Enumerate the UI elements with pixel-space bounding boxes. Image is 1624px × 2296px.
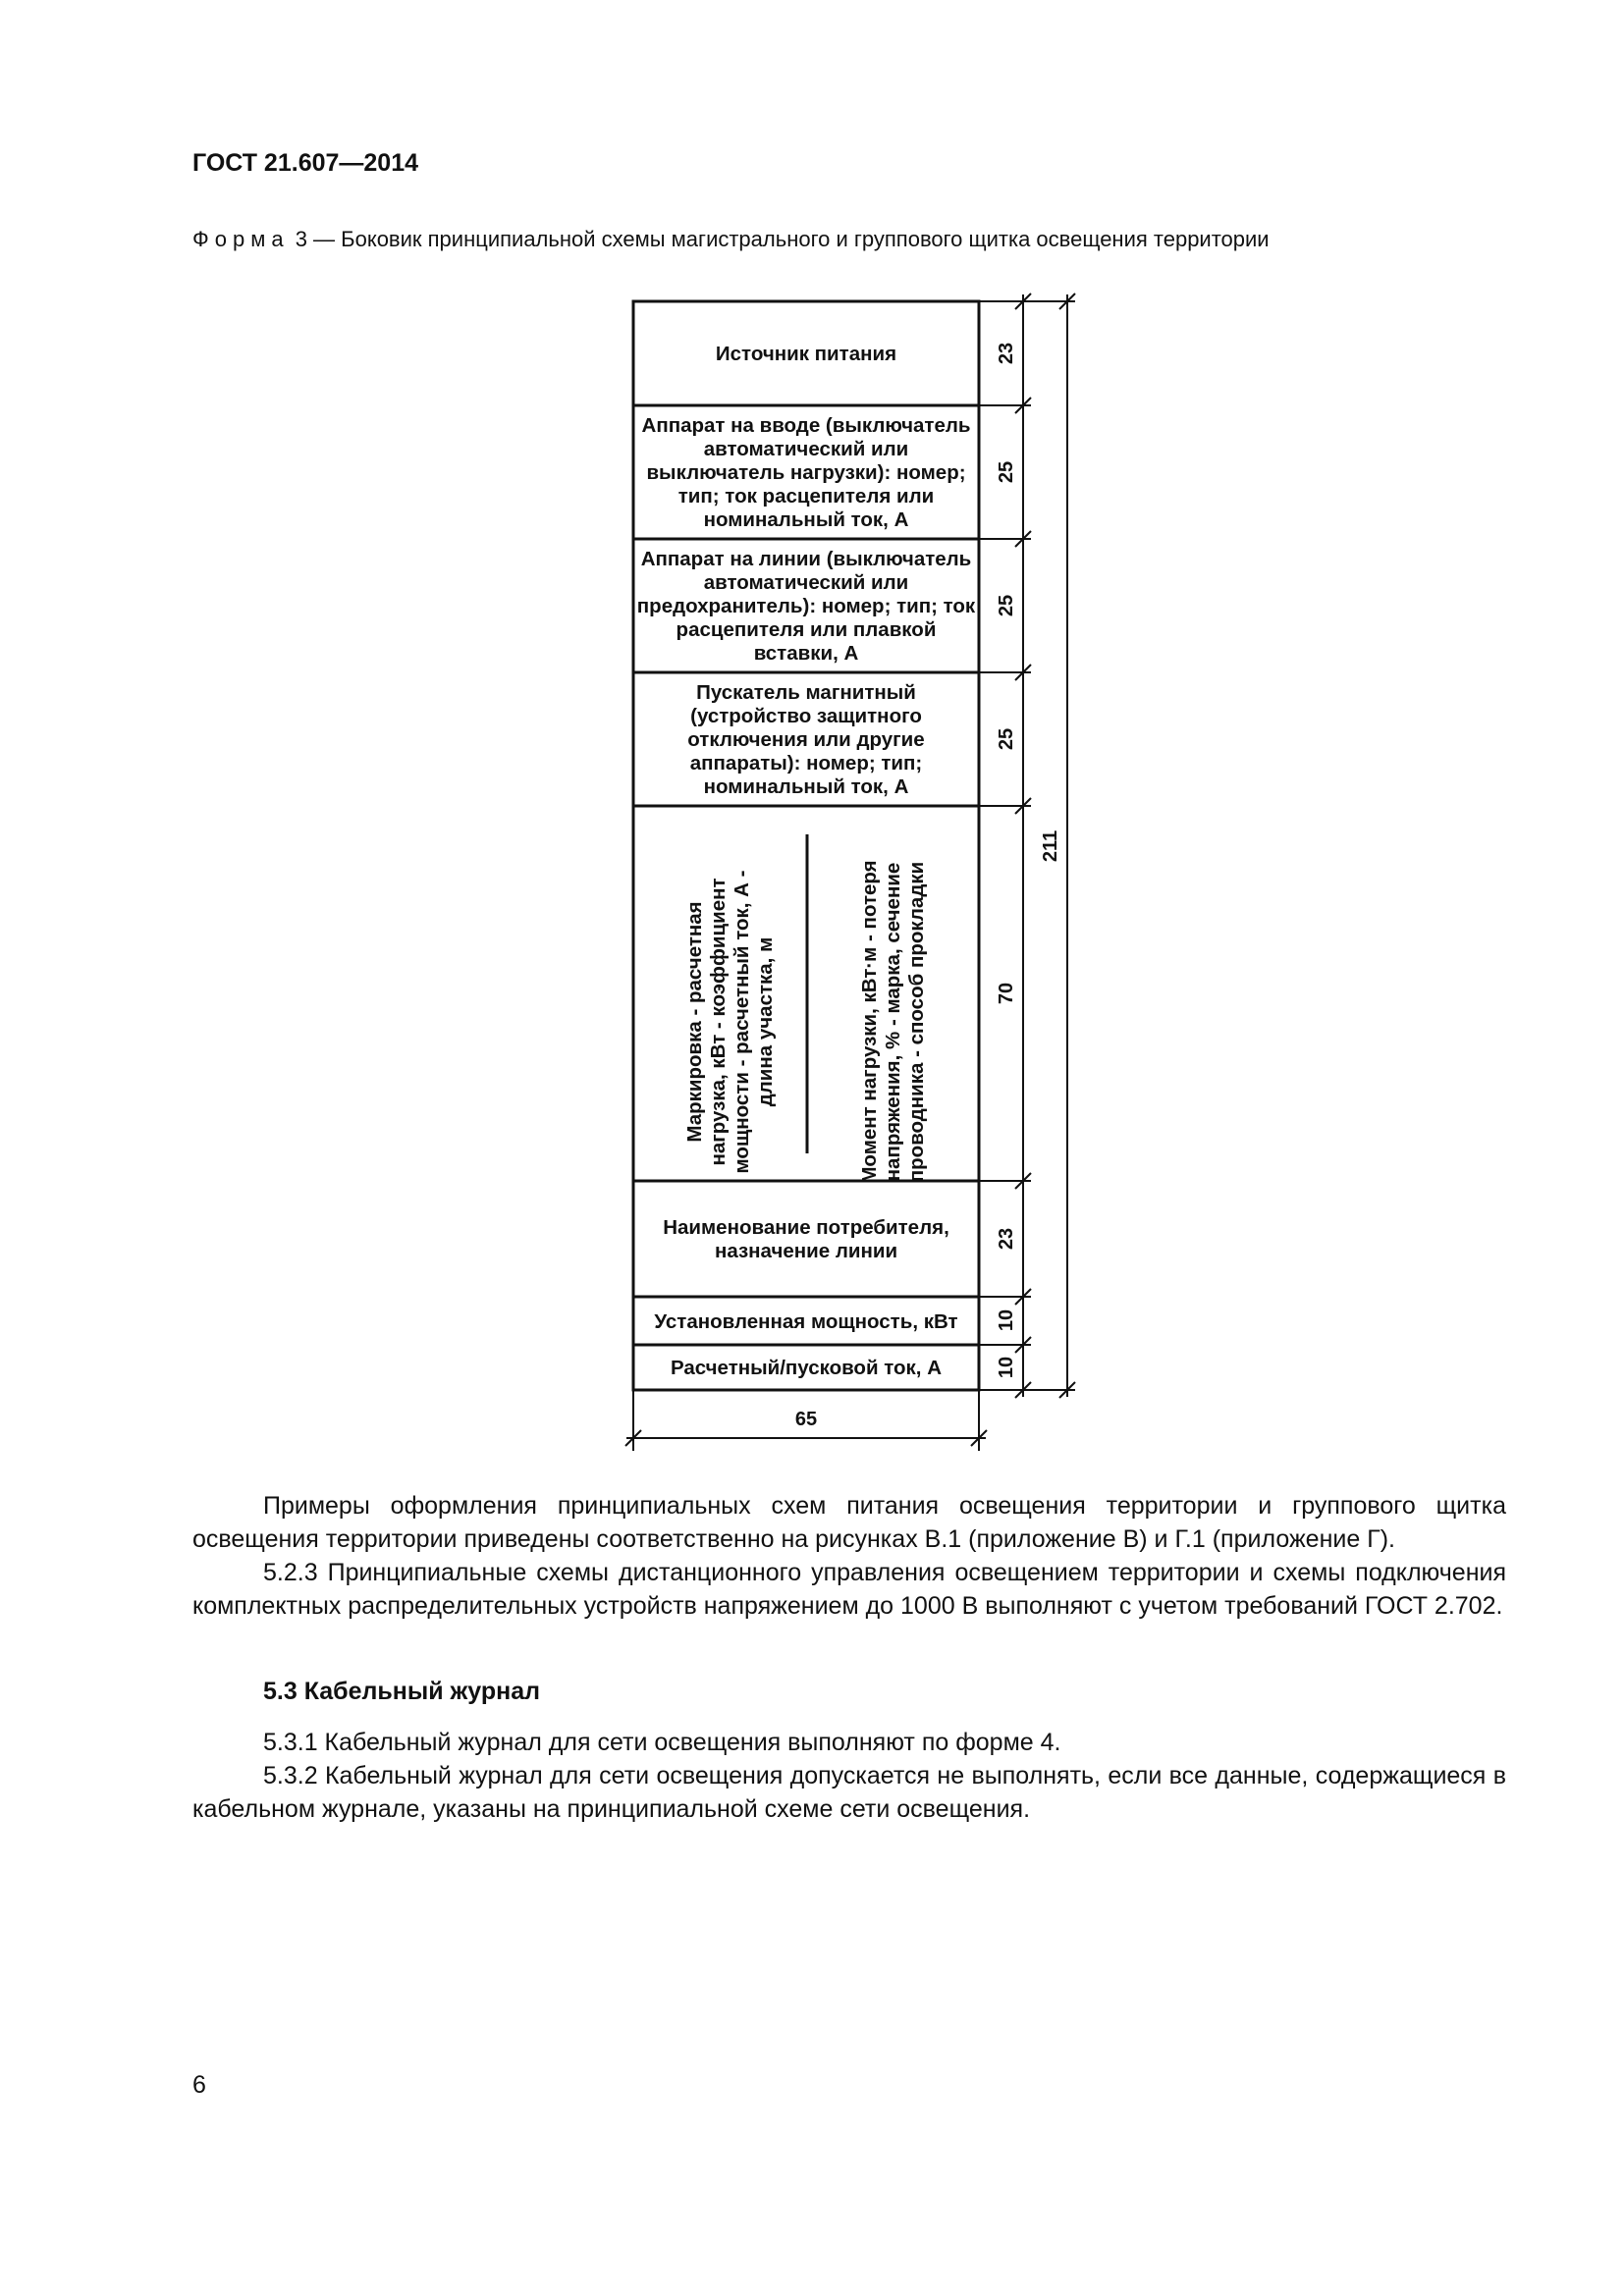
dimension-value: 70 [996, 982, 1017, 1005]
page-number: 6 [192, 2071, 206, 2099]
row-input-device: Аппарат на вводе (выключатель автоматический или выключатель нагрузки): номер; тип; ток расцепителя или номинальный ток, А [641, 414, 971, 531]
body-text [192, 1489, 1506, 1623]
row-power-source: Источник питания [715, 343, 897, 365]
row-rated-current: Расчетный/пусковой ток, А [670, 1357, 943, 1379]
paragraph: 5.3.2 Кабельный журнал для сети освещения допускается не выполнять, если все данные, содержащиеся в кабельном журнале, указаны на принципиальной схеме сети освещения. [192, 1762, 1506, 1823]
dimension-value: 25 [996, 460, 1017, 484]
dimension-value: 10 [996, 1356, 1017, 1379]
row-consumer-name: Наименование потребителя, назначение линии [663, 1216, 949, 1262]
paragraph: Примеры оформления принципиальных схем питания освещения территории и группового щитка освещения территории приведены соответственно на рисунках В.1 (приложение В) и Г.1 (приложение Г). [192, 1492, 1506, 1553]
row-magnetic-starter: Пускатель магнитный (устройство защитного отключения или другие аппараты): номер; тип; номинальный ток, А [687, 681, 925, 798]
section-heading: 5.3 Кабельный журнал [263, 1678, 540, 1705]
row-load-moment-text: Момент нагрузки, кВт·м - потеря напряжения, % - марка, сечение проводника - способ прокладки [858, 860, 928, 1184]
dimension-width: 65 [794, 1409, 818, 1430]
section-text [192, 1726, 1506, 1826]
dimension-value: 25 [996, 594, 1017, 617]
dimension-value: 23 [996, 342, 1017, 365]
form-caption-title: 3 — Боковик принципиальной схемы магистрального и группового щитка освещения территории [295, 227, 1270, 251]
row-line-device: Аппарат на линии (выключатель автоматический или предохранитель): номер; тип; ток расцепителя или плавкой вставки, А [636, 548, 976, 665]
paragraph: 5.2.3 Принципиальные схемы дистанционного управления освещением территории и схемы подключения комплектных распределительных устройств напряжением до 1000 В выполняют с учетом требований ГОСТ 2.702. [192, 1559, 1506, 1620]
dimension-value: 10 [996, 1308, 1017, 1332]
dimension-value: 23 [996, 1227, 1017, 1251]
dimension-total: 211 [1040, 829, 1061, 863]
form-caption-label: Форма [192, 227, 290, 251]
row-marking-text: Маркировка - расчетная нагрузка, кВт - коэффициент мощности - расчетный ток, А - длина участка, м [683, 870, 777, 1174]
document-code: ГОСТ 21.607—2014 [192, 149, 419, 177]
row-installed-power: Установленная мощность, кВт [654, 1309, 958, 1333]
dimension-value: 25 [996, 727, 1017, 751]
paragraph: 5.3.1 Кабельный журнал для сети освещения выполняют по форме 4. [263, 1729, 1061, 1756]
